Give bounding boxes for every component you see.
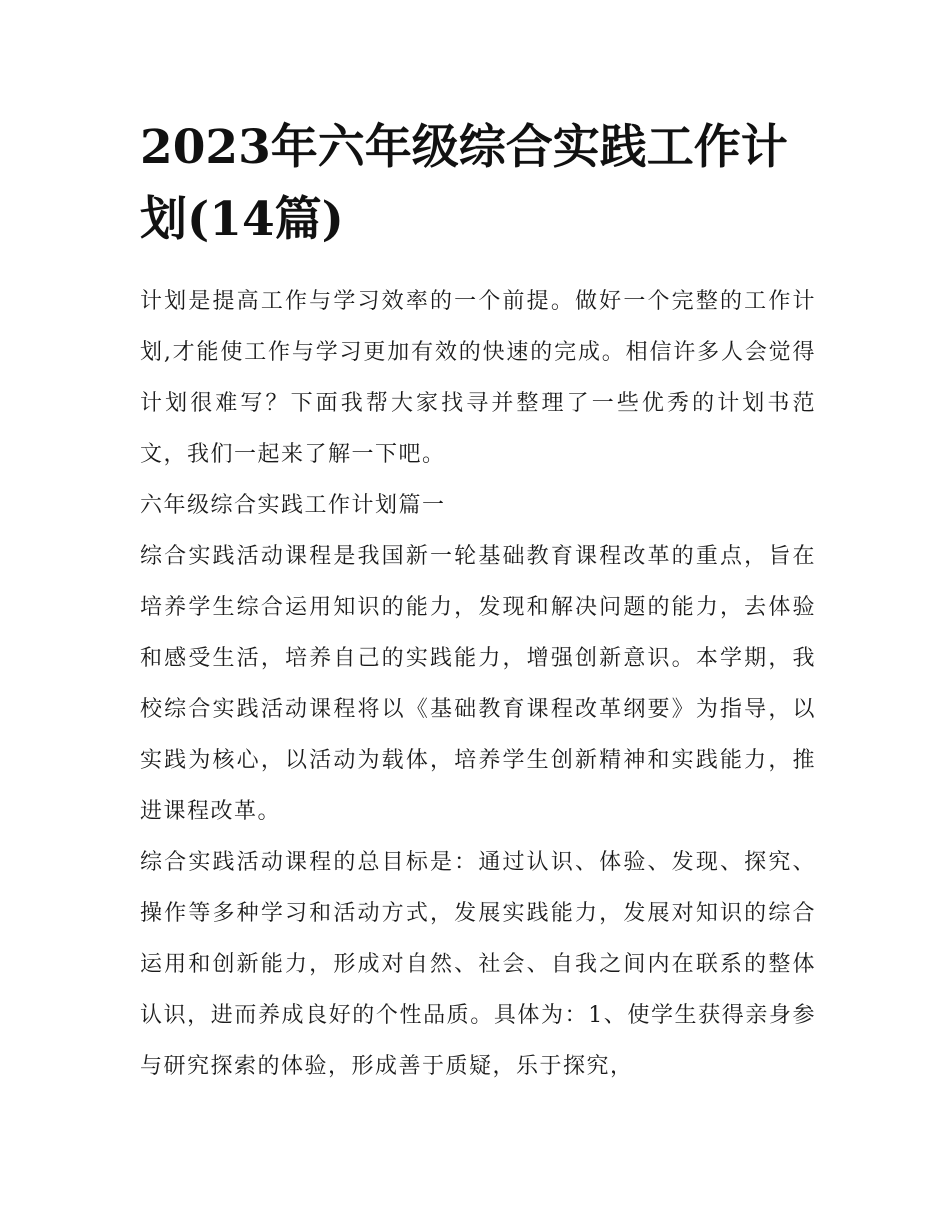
body-paragraph-2: 综合实践活动课程的总目标是：通过认识、体验、发现、探究、操作等多种学习和活动方式，发展实践能力，发展对知识的综合运用和创新能力，形成对自然、社会、自我之间内在联系的整体认识，进而养成良好的个性品质。具体为：1、使学生获得亲身参与研究探索的体验，形成善于质疑，乐于探究，	[140, 850, 816, 1079]
section-heading: 六年级综合实践工作计划篇一	[140, 493, 446, 518]
intro-paragraph: 计划是提高工作与学习效率的一个前提。做好一个完整的工作计划,才能使工作与学习更加有效的快速的完成。相信许多人会觉得计划很难写？下面我帮大家找寻并整理了一些优秀的计划书范文，我们一起来了解一下吧。	[140, 289, 816, 467]
body-paragraph-1: 综合实践活动课程是我国新一轮基础教育课程改革的重点，旨在培养学生综合运用知识的能力，发现和解决问题的能力，去体验和感受生活，培养自己的实践能力，增强创新意识。本学期，我校综合实践活动课程将以《基础教育课程改革纲要》为指导，以实践为核心，以活动为载体，培养学生创新精神和实践能力，推进课程改革。	[140, 544, 816, 824]
document-title: 2023年六年级综合实践工作计划(14篇)	[140, 120, 788, 247]
document-page	[140, 112, 816, 1092]
